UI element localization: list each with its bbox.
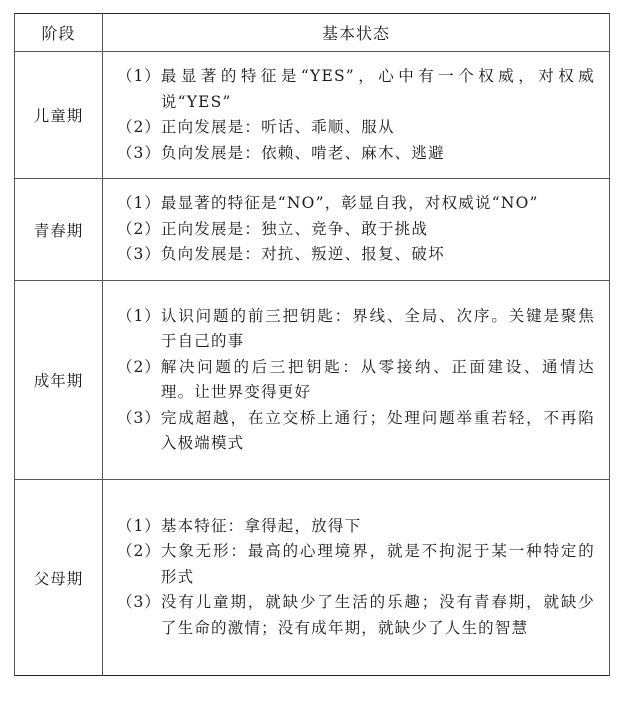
item-text: 解决问题的后三把钥匙：从零接纳、正面建设、通情达理。让世界变得更好	[160, 357, 595, 401]
stage-label: 成年期	[15, 281, 103, 480]
stages-table	[14, 13, 610, 676]
list-item	[117, 355, 595, 406]
item-text: 认识问题的前三把钥匙：界线、全局、次序。关键是聚焦于自己的事	[160, 306, 595, 350]
item-number: （1）	[117, 516, 161, 535]
stage-label: 青春期	[15, 179, 103, 281]
stage-label: 儿童期	[15, 52, 103, 179]
item-text: 正向发展是：听话、乖顺、服从	[160, 118, 395, 136]
item-number: （3）	[117, 408, 161, 427]
list-item	[117, 141, 595, 167]
list-item	[117, 115, 595, 141]
table-row	[15, 52, 610, 179]
list-item	[117, 242, 595, 268]
list-item	[117, 514, 595, 540]
list-item	[117, 217, 595, 243]
item-number: （1）	[117, 306, 161, 325]
header-state: 基本状态	[103, 14, 610, 52]
item-number: （2）	[117, 357, 161, 376]
item-text: 完成超越，在立交桥上通行；处理问题举重若轻，不再陷入极端模式	[160, 408, 595, 452]
stage-label: 父母期	[15, 480, 103, 676]
item-text: 负向发展是：依赖、啃老、麻木、逃避	[160, 143, 445, 162]
item-number: （2）	[117, 219, 161, 238]
item-text: 正向发展是：独立、竞争、敢于挑战	[160, 219, 429, 238]
item-text: 大象无形：最高的心理境界，就是不拘泥于某一种特定的形式	[160, 542, 595, 586]
header-row	[15, 14, 610, 52]
state-cell	[103, 480, 610, 676]
item-text: 最显著的特征是“YES”，心中有一个权威，对权威说“YES”	[160, 67, 595, 111]
item-text: 最显著的特征是“NO”，彰显自我，对权威说“NO”	[160, 194, 539, 213]
item-text: 没有儿童期，就缺少了生活的乐趣；没有青春期，就缺少了生命的激情；没有成年期，就缺少了人生的智慧	[160, 593, 595, 637]
list-item	[117, 304, 595, 355]
state-cell	[103, 52, 610, 179]
list-item	[117, 64, 595, 115]
state-cell	[103, 179, 610, 281]
item-number: （3）	[117, 245, 161, 264]
state-cell	[103, 281, 610, 480]
item-text: 基本特征：拿得起，放得下	[160, 516, 362, 535]
item-number: （3）	[117, 593, 161, 612]
header-stage: 阶段	[15, 14, 103, 52]
list-item	[117, 406, 595, 457]
table-row	[15, 480, 610, 676]
item-number: （1）	[117, 194, 161, 213]
item-number: （2）	[117, 118, 161, 136]
table-row	[15, 281, 610, 480]
item-number: （1）	[117, 67, 161, 85]
list-item	[117, 539, 595, 590]
item-number: （3）	[117, 143, 161, 162]
list-item	[117, 191, 595, 217]
table-row	[15, 179, 610, 281]
item-text: 负向发展是：对抗、叛逆、报复、破坏	[160, 245, 445, 264]
item-number: （2）	[117, 542, 161, 561]
list-item	[117, 590, 595, 641]
